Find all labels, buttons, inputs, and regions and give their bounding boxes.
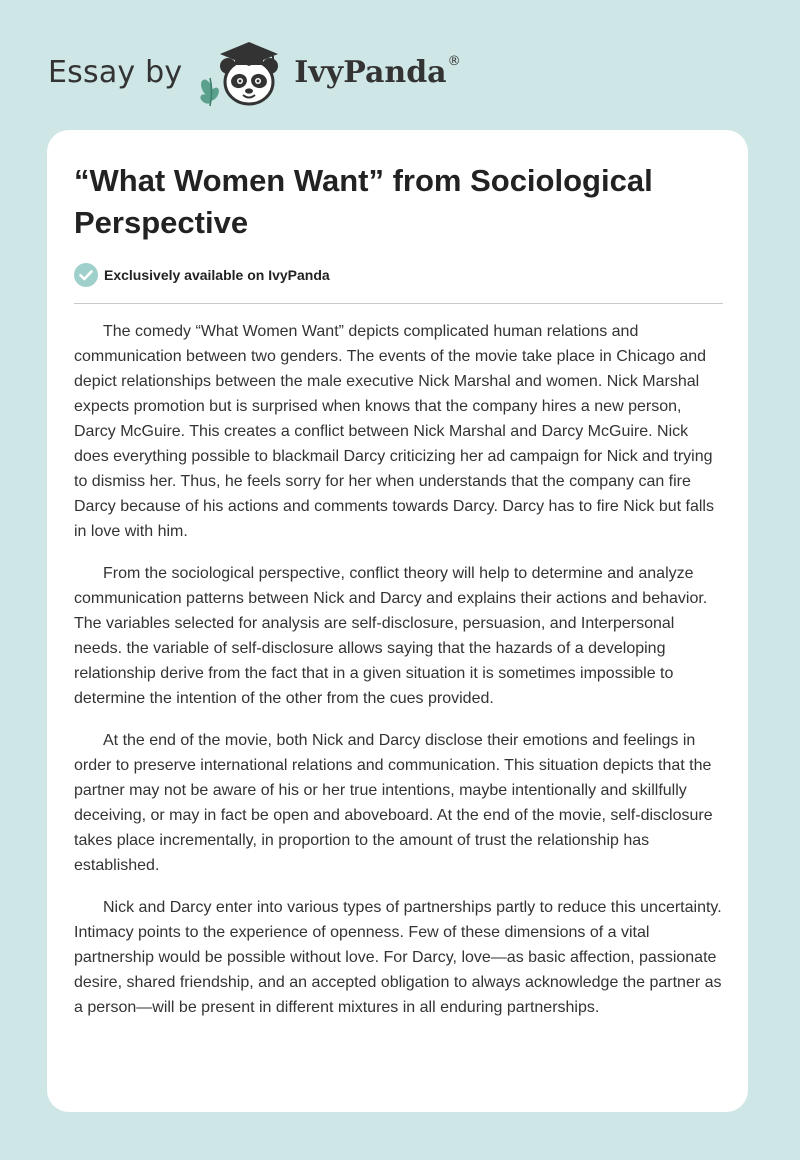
check-circle-icon <box>74 263 98 287</box>
title-divider <box>74 303 723 304</box>
registered-mark: ® <box>447 54 461 69</box>
brand-name[interactable]: IvyPanda <box>294 54 447 90</box>
paragraph-2: From the sociological perspective, conflict theory will help to determine and analyze communication patterns between Nick and Darcy and explains their actions and behavior. The variables selected for analysis are self-disclosure, persuasion, and Interpersonal needs. the variable of self-disclosure allows saying that the hazards of a developing relationship derive from the fact that in a given situation it is sometimes impossible to determine the intention of the other from the cues provided. <box>74 565 708 707</box>
paragraph-1: The comedy “What Women Want” depicts complicated human relations and communication between two genders. The events of the movie take place in Chicago and depict relationships between the male executive Nick Marshal and women. Nick Marshal expects promotion but is surprised when knows that the company hires a new person, Darcy McGuire. This creates a conflict between Nick Marshal and Darcy McGuire. Nick does everything possible to blackmail Darcy criticizing her ad campaign for Nick and trying to dismiss her. Thus, he feels sorry for her when understands that the company can fire Darcy because of his actions and comments towards Darcy. Darcy has to fire Nick but falls in love with him. <box>74 323 714 540</box>
exclusive-badge <box>74 263 330 287</box>
essay-title: “What Women Want” from Sociological Perspective <box>74 163 653 240</box>
essay-body <box>74 319 726 1037</box>
essay-card <box>47 130 748 1112</box>
paragraph-4: Nick and Darcy enter into various types of partnerships partly to reduce this uncertainty. Intimacy points to the experience of openness. Few of these dimensions of a vital partnership would be possible without love. For Darcy, love—as basic affection, passionate desire, shared friendship, and an accepted obligation to always acknowledge the partner as a person—will be present in different mixtures in all enduring partnerships. <box>74 899 722 1016</box>
paragraph-3: At the end of the movie, both Nick and Darcy disclose their emotions and feelings in order to preserve international relations and communication. This situation depicts that the partner may not be aware of his or her true intentions, maybe intentionally and skillfully deceiving, or may in fact be open and aboveboard. At the end of the movie, self-disclosure takes place incrementally, in proportion to the amount of trust the relationship has established. <box>74 732 713 874</box>
site-header <box>48 36 461 108</box>
exclusive-badge-label: Exclusively available on IvyPanda <box>104 267 330 283</box>
essay-by-label: Essay by <box>48 54 183 90</box>
panda-graduate-icon[interactable] <box>198 36 290 108</box>
